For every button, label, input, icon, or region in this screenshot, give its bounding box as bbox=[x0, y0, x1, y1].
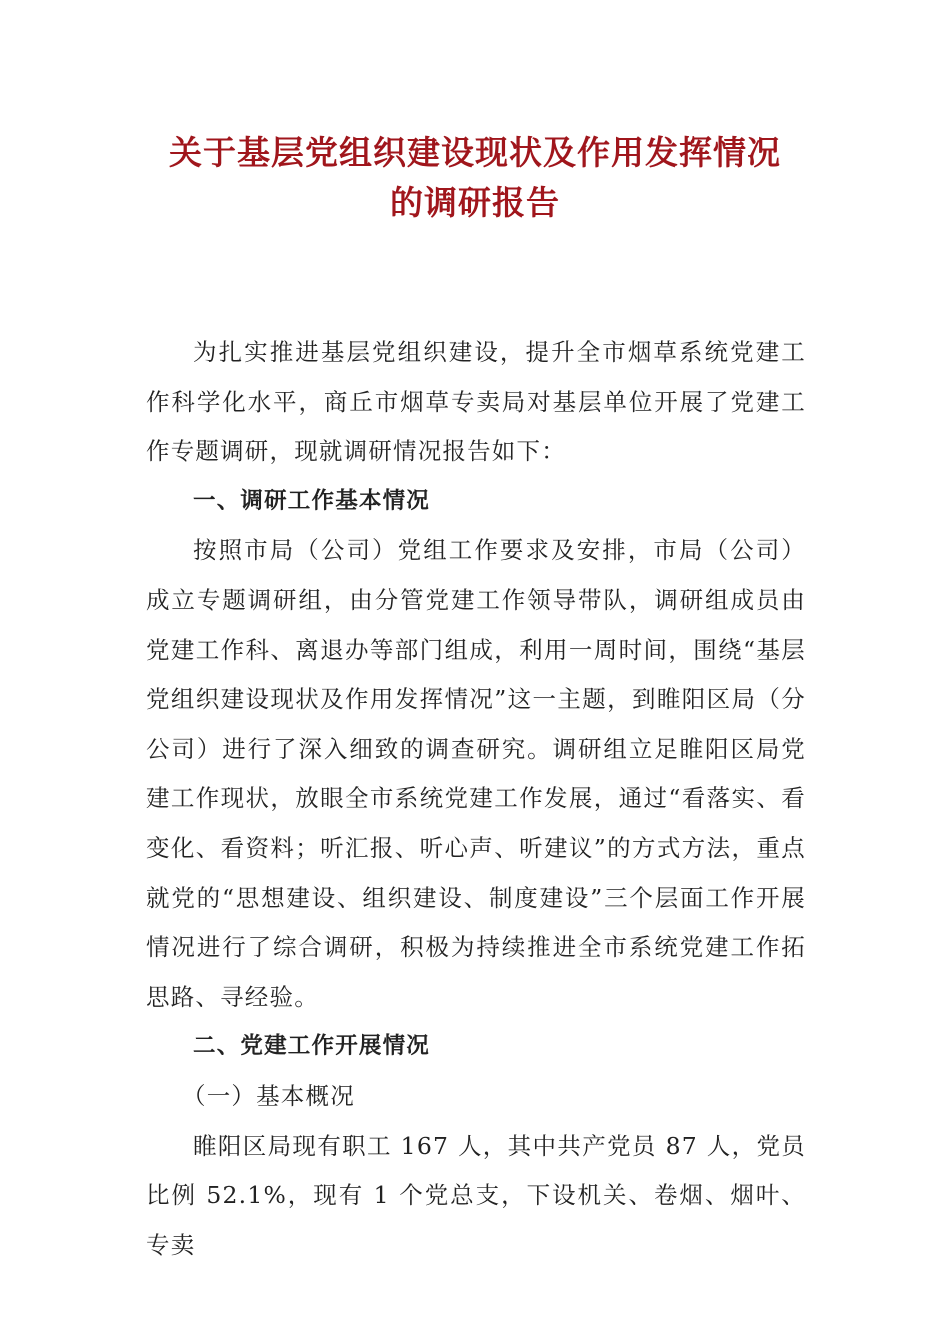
section-1-paragraph: 按照市局（公司）党组工作要求及安排，市局（公司）成立专题调研组，由分管党建工作领导带队，调研组成员由党建工作科、离退办等部门组成，利用一周时间，围绕“基层党组织建设现状及作用发挥情况”这一主题，到睢阳区局（分公司）进行了深入细致的调查研究。调研组立足睢阳区局党建工作现状，放眼全市系统党建工作发展，通过“看落实、看变化、看资料；听汇报、听心声、听建议”的方式方法，重点就党的“思想建设、组织建设、制度建设”三个层面工作开展情况进行了综合调研，积极为持续推进全市系统党建工作拓思路、寻经验。 bbox=[146, 536, 806, 1011]
section-2-sub-1-paragraph: 睢阳区局现有职工 167 人，其中共产党员 87 人，党员比例 52.1%，现有 1 个党总支，下设机关、卷烟、烟叶、专卖 bbox=[146, 1131, 806, 1259]
section-1-heading: 一、调研工作基本情况 bbox=[193, 487, 431, 514]
intro-paragraph: 为扎实推进基层党组织建设，提升全市烟草系统党建工作科学化水平，商丘市烟草专卖局对基层单位开展了党建工作专题调研，现就调研情况报告如下： bbox=[146, 338, 806, 466]
document-body bbox=[146, 328, 806, 1270]
document-title-line-2: 的调研报告 bbox=[390, 183, 560, 222]
document-title-line-1: 关于基层党组织建设现状及作用发挥情况 bbox=[169, 133, 781, 172]
section-2-subheading-1: （一）基本概况 bbox=[182, 1081, 355, 1110]
section-2-heading: 二、党建工作开展情况 bbox=[193, 1033, 431, 1060]
